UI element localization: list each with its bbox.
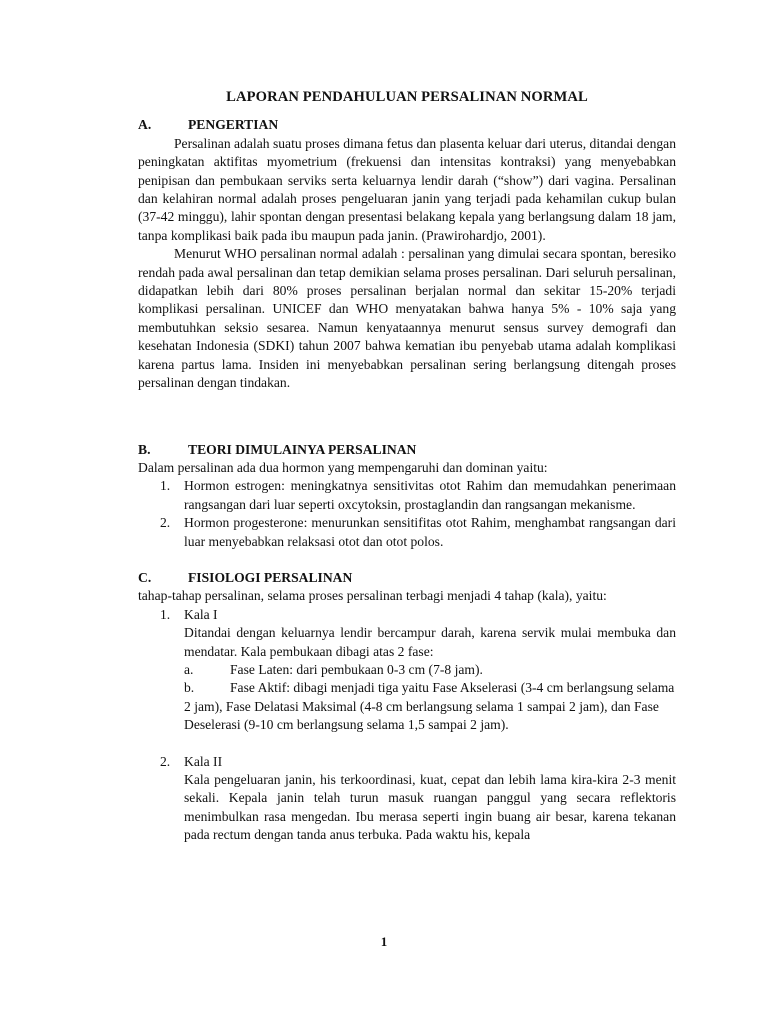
kala-2-description: Kala pengeluaran janin, his terkoordinasi, kuat, cepat dan lebih lama kira-kira 2-3 menit sekali. Kepala janin telah turun masuk ruangan panggul yang secara reflektoris menimbulkan rasa mengedan. Ibu merasa seperti ingin buang air besar, karena tekanan pada rectum dengan tanda anus terbuka. Pada waktu his, kepala <box>184 772 676 843</box>
list-item-number: 1. <box>160 606 171 622</box>
section-c-title: FISIOLOGI PERSALINAN <box>188 569 353 585</box>
kala-1-phase-b <box>138 679 676 734</box>
list-item <box>138 477 676 514</box>
section-c-intro: tahap-tahap persalinan, selama proses persalinan terbagi menjadi 4 tahap (kala), yaitu: <box>138 588 607 604</box>
list-item-label: Kala II <box>184 753 223 769</box>
list-item-kala-2 <box>138 753 676 771</box>
list-item-text: Hormon progesterone: menurunkan sensitifitas otot Rahim, menghambat rangsangan dari luar menyebabkan relaksasi otot dan otot polos. <box>184 515 676 549</box>
section-b-intro: Dalam persalinan ada dua hormon yang mempengaruhi dan dominan yaitu: <box>138 459 548 475</box>
phase-letter: b. <box>184 680 195 696</box>
section-c-heading <box>138 569 676 587</box>
kala-1-description: Ditandai dengan keluarnya lendir bercampur darah, karena servik mulai membuka dan mendatar. Kala pembukaan dibagi atas 2 fase: <box>184 625 676 659</box>
section-a-heading <box>138 116 676 134</box>
section-c-number: C. <box>138 569 152 585</box>
phase-letter: a. <box>184 661 194 677</box>
section-b-number: B. <box>138 441 151 457</box>
section-b-title: TEORI DIMULAINYA PERSALINAN <box>188 441 417 457</box>
section-b-heading <box>138 441 676 459</box>
document-title: LAPORAN PENDAHULUAN PERSALINAN NORMAL <box>226 89 588 105</box>
list-item-kala-1 <box>138 606 676 624</box>
phase-text: Fase Laten: dari pembukaan 0-3 cm (7-8 jam). <box>230 661 483 677</box>
list-item-label: Kala I <box>184 606 218 622</box>
section-a-title: PENGERTIAN <box>188 117 279 133</box>
page-number: 1 <box>380 934 388 949</box>
kala-1-phase-a <box>138 661 676 679</box>
list-item <box>138 514 676 551</box>
phase-text: Fase Aktif: dibagi menjadi tiga yaitu Fase Akselerasi (3-4 cm berlangsung selama 2 jam), Fase Delatasi Maksimal (4-8 cm berlangsung selama 1 sampai 2 jam), dan Fase Deselerasi (9-10 cm berlangsung selama 1,5 sampai 2 jam). <box>184 680 675 733</box>
list-item-number: 1. <box>160 478 171 494</box>
list-item-number: 2. <box>160 753 171 769</box>
section-a-paragraph-2: Menurut WHO persalinan normal adalah : persalinan yang dimulai secara spontan, beresiko rendah pada awal persalinan dan tetap demikian selama proses persalinan. Dari seluruh persalinan, didapatkan lebih dari 80% proses persalinan berjalan normal dan sekitar 15-20% terjadi komplikasi persalinan. UNICEF dan WHO menyatakan bahwa hanya 5% - 10% saja yang membutuhkan seksio sesarea. Namun kenyataannya menurut sensus survey demografi dan kesehatan Indonesia (SDKI) tahun 2007 bahwa kematian ibu penyebab utama adalah komplikasi karena partus lama. Insiden ini menyebabkan persalinan sering berlangsung ditengah proses persalinan dengan tindakan. <box>138 246 676 391</box>
list-item-text: Hormon estrogen: meningkatnya sensitivitas otot Rahim dan memudahkan penerimaan rangsangan dari luar seperti oxcytoksin, prostaglandin dan rangsangan mekanisme. <box>184 478 676 512</box>
section-a-paragraph-1: Persalinan adalah suatu proses dimana fetus dan plasenta keluar dari uterus, ditandai dengan peningkatan aktifitas myometrium (frekuensi dan intensitas kontraksi) yang menyebabkan penipisan dan pembukaan serviks serta keluarnya lendir darah (“show”) dari vagina. Persalinan dan kelahiran normal adalah proses pengeluaran janin yang terjadi pada kehamilan cukup bulan (37-42 minggu), lahir spontan dengan presentasi belakang kepala yang berlangsung dalam 18 jam, tanpa komplikasi baik pada ibu maupun pada janin. (Prawirohardjo, 2001). <box>138 135 676 243</box>
section-a-number: A. <box>138 117 152 133</box>
document-page <box>138 88 676 845</box>
list-item-number: 2. <box>160 515 171 531</box>
